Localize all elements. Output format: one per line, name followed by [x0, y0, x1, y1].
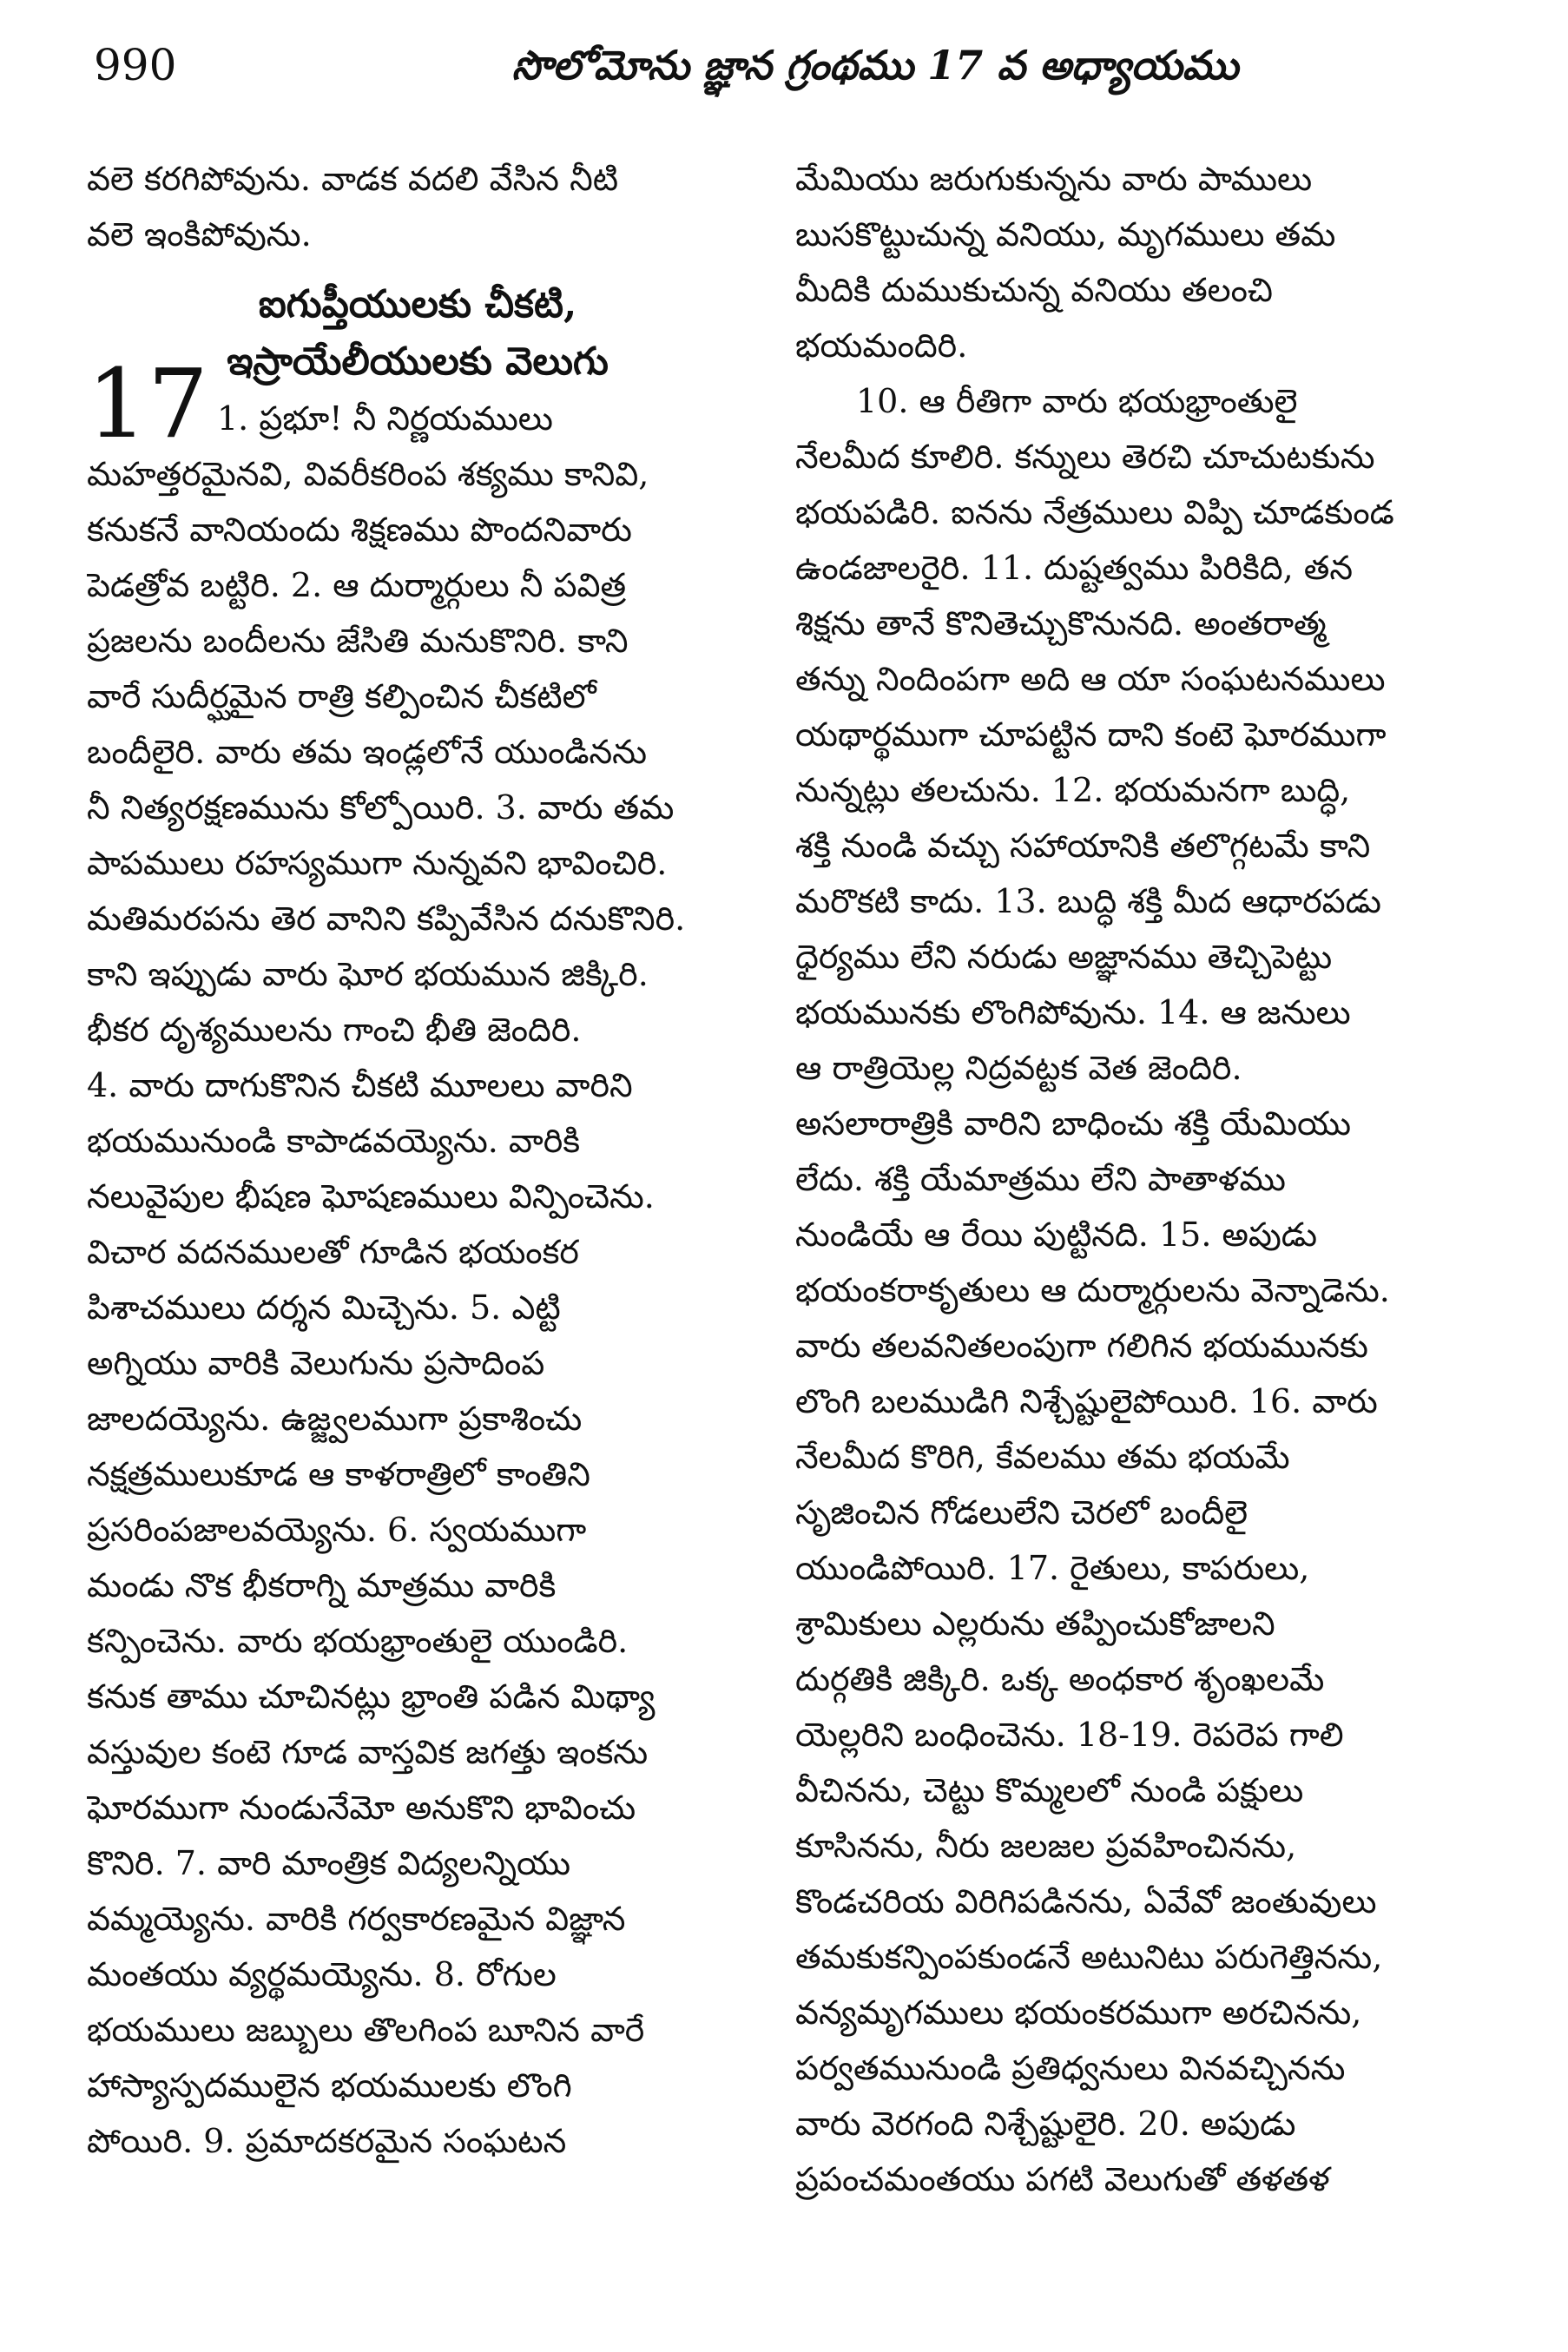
- section-heading-line: ఇస్రాయేలీయులకు వెలుగు: [227, 339, 609, 384]
- text-line: వస్తువుల కంటె గూడ వాస్తవిక జగత్తు ఇంకను: [87, 1733, 649, 1771]
- text-line: నేలమీద కూలిరి. కన్నులు తెరచి చూచుటకును: [795, 438, 1375, 476]
- text-line: 4. వారు దాగుకొనిన చీకటి మూలలు వారిని: [87, 1066, 633, 1104]
- text-line: దుర్గతికి జిక్కిరి. ఒక్క అంధకార శృంఖలమే: [795, 1660, 1325, 1698]
- text-line: పోయిరి. 9. ప్రమాదకరమైన సంఘటన: [87, 2122, 567, 2160]
- text-line: యుండిపోయిరి. 17. రైతులు, కాపరులు,: [795, 1549, 1310, 1587]
- text-line: ప్రజలను బందీలను జేసితి మనుకొనిరి. కాని: [87, 622, 629, 660]
- text-line: ఆ రాత్రియెల్ల నిద్రవట్టక వెత జెందిరి.: [795, 1049, 1242, 1087]
- text-line: పర్వతమునుండి ప్రతిధ్వనులు వినవచ్చినను: [795, 2049, 1346, 2087]
- text-line: నుండియే ఆ రేయి పుట్టినది. 15. అపుడు: [795, 1216, 1318, 1254]
- text-line: లేదు. శక్తి యేమాత్రము లేని పాతాళము: [795, 1160, 1286, 1198]
- text-line: కొనిరి. 7. వారి మాంత్రిక విద్యలన్నియు: [87, 1844, 570, 1882]
- text-line: భయపడిరి. ఐనను నేత్రములు విప్పి చూడకుండ: [795, 493, 1394, 531]
- text-line: బందీలైరి. వారు తమ ఇండ్లలోనే యుండినను: [87, 733, 647, 771]
- text-line: ధైర్యము లేని నరుడు అజ్ఞానము తెచ్చిపెట్టు: [795, 938, 1333, 976]
- left-column: [87, 151, 748, 2330]
- text-line: లొంగి బలముడిగి నిశ్చేష్టులైపోయిరి. 16. వారు: [795, 1382, 1378, 1420]
- text-line: ప్రసరింపజాలవయ్యెను. 6. స్వయముగా: [87, 1511, 587, 1549]
- running-title: సొలోమోను జ్ఞాన గ్రంథము 17 వ అధ్యాయము: [511, 42, 1239, 89]
- text-line: కొండచరియ విరిగిపడినను, ఏవేవో జంతువులు: [795, 1882, 1377, 1920]
- text-line: వలె ఇంకిపోవును.: [87, 215, 312, 254]
- text-line: నీ నిత్యరక్షణమును కోల్పోయిరి. 3. వారు తమ: [87, 788, 675, 827]
- text-line: వన్యమృగములు భయంకరముగా అరచినను,: [795, 1993, 1362, 2032]
- text-line: ఘోరముగా నుండునేమో అనుకొని భావించు: [87, 1789, 636, 1827]
- text-line: సృజించిన గోడలులేని చెరలో బందీలై: [795, 1493, 1248, 1532]
- section-heading-line: ఐగుప్తీయులకు చీకటి,: [258, 282, 577, 326]
- text-line: అగ్నియు వారికి వెలుగును ప్రసాదింప: [87, 1344, 545, 1382]
- text-line: తన్ను నిందింపగా అది ఆ యా సంఘటనములు: [795, 660, 1386, 698]
- page-header: [0, 33, 1568, 102]
- text-line: నక్షత్రములుకూడ ఆ కాళరాత్రిలో కాంతిని: [87, 1455, 590, 1493]
- text-line: నలువైపుల భీషణ ఘోషణములు విన్పించెను.: [87, 1177, 655, 1216]
- text-line: పెడత్రోవ బట్టిరి. 2. ఆ దుర్మార్గులు నీ పవిత్ర: [87, 566, 627, 604]
- text-line: కూసినను, నీరు జలజల ప్రవహించినను,: [795, 1827, 1297, 1865]
- text-line: విచార వదనములతో గూడిన భయంకర: [87, 1233, 579, 1271]
- text-line: హాస్యాస్పదములైన భయములకు లొంగి: [87, 2066, 572, 2105]
- text-line: ఉండజాలరైరి. 11. దుష్టత్వము పిరికిది, తన: [795, 549, 1354, 587]
- text-line: వీచినను, చెట్టు కొమ్మలలో నుండి పక్షులు: [795, 1771, 1304, 1809]
- text-line: కనుక తాము చూచినట్లు భ్రాంతి పడిన మిథ్యా: [87, 1677, 656, 1716]
- text-line: శిక్షను తానే కొనితెచ్చుకొనునది. అంతరాత్మ: [795, 604, 1327, 642]
- text-line: వమ్మయ్యెను. వారికి గర్వకారణమైన విజ్ఞాన: [87, 1900, 626, 1938]
- text-line: మహత్తరమైనవి, వివరీకరింప శక్యము కానివి,: [87, 455, 649, 493]
- page-number: 990: [94, 40, 177, 90]
- chapter-number: 17: [87, 348, 208, 459]
- text-line: శ్రామికులు ఎల్లరును తప్పించుకోజాలని: [795, 1604, 1275, 1643]
- text-line: మంతయు వ్యర్థమయ్యెను. 8. రోగుల: [87, 1955, 557, 1993]
- text-line: భయమునుండి కాపాడవయ్యెను. వారికి: [87, 1122, 581, 1160]
- text-line: వారు తలవనితలంపుగా గలిగిన భయమునకు: [795, 1327, 1368, 1365]
- text-line: భయమునకు లొంగిపోవును. 14. ఆ జనులు: [795, 993, 1351, 1031]
- text-line: భీకర దృశ్యములను గాంచి భీతి జెందిరి.: [87, 1011, 582, 1049]
- text-line: జాలదయ్యెను. ఉజ్జ్వలముగా ప్రకాశించు: [87, 1400, 583, 1438]
- text-line: వలె కరగిపోవును. వాడక వదలి వేసిన నీటి: [87, 160, 619, 198]
- text-line: తమకుకన్పింపకుండనే అటునిటు పరుగెత్తినను,: [795, 1938, 1383, 1976]
- text-line: కాని ఇప్పుడు వారు ఘోర భయమున జిక్కిరి.: [87, 955, 649, 993]
- text-line: పాపములు రహస్యముగా నున్నవని భావించిరి.: [87, 844, 668, 882]
- text-line: భయంకరాకృతులు ఆ దుర్మార్గులను వెన్నాడెను.: [795, 1271, 1390, 1309]
- text-line: శక్తి నుండి వచ్చు సహాయానికి తలొగ్గటమే కాని: [795, 827, 1371, 865]
- right-column: [795, 151, 1457, 2330]
- text-line: మరొకటి కాదు. 13. బుద్ధి శక్తి మీద ఆధారపడు: [795, 882, 1381, 920]
- text-line: పిశాచములు దర్శన మిచ్చెను. 5. ఎట్టి: [87, 1288, 561, 1327]
- text-line: కనుకనే వానియందు శిక్షణము పొందనివారు: [87, 511, 632, 549]
- text-line: 1. ప్రభూ! నీ నిర్ణయములు: [217, 399, 553, 438]
- text-line: మీదికి దుముకుచున్న వనియు తలంచి: [795, 271, 1273, 309]
- text-line: వారే సుదీర్ఘమైన రాత్రి కల్పించిన చీకటిలో: [87, 677, 596, 715]
- text-line: నున్నట్లు తలచును. 12. భయమనగా బుద్ధి,: [795, 771, 1351, 809]
- text-line: యెల్లరిని బంధించెను. 18-19. రెపరెప గాలి: [795, 1716, 1344, 1754]
- text-line: భయములు జబ్బులు తొలగింప బూనిన వారే: [87, 2011, 645, 2049]
- text-line: అసలారాత్రికి వారిని బాధించు శక్తి యేమియు: [795, 1104, 1352, 1143]
- text-line: 10. ఆ రీతిగా వారు భయభ్రాంతులై: [856, 382, 1298, 420]
- right-body: [795, 151, 1457, 2207]
- text-line: యథార్థముగా చూపట్టిన దాని కంటె ఘోరముగా: [795, 715, 1387, 754]
- text-line: వారు వెరగంది నిశ్చేష్టులైరి. 20. అపుడు: [795, 2105, 1296, 2143]
- text-line: కన్పించెను. వారు భయభ్రాంతులై యుండిరి.: [87, 1622, 629, 1660]
- text-line: ప్రపంచమంతయు పగటి వెలుగుతో తళతళ: [795, 2160, 1330, 2198]
- text-line: భయమందిరి.: [795, 326, 968, 365]
- text-line: మండు నొక భీకరాగ్ని మాత్రము వారికి: [87, 1566, 557, 1604]
- text-line: బుసకొట్టుచున్న వనియు, మృగములు తమ: [795, 215, 1336, 254]
- text-line: మేమియు జరుగుకున్నను వారు పాములు: [795, 160, 1313, 198]
- text-line: మతిమరపను తెర వానిని కప్పివేసిన దనుకొనిరి.: [87, 899, 686, 938]
- text-line: నేలమీద కొరిగి, కేవలము తమ భయమే: [795, 1438, 1290, 1476]
